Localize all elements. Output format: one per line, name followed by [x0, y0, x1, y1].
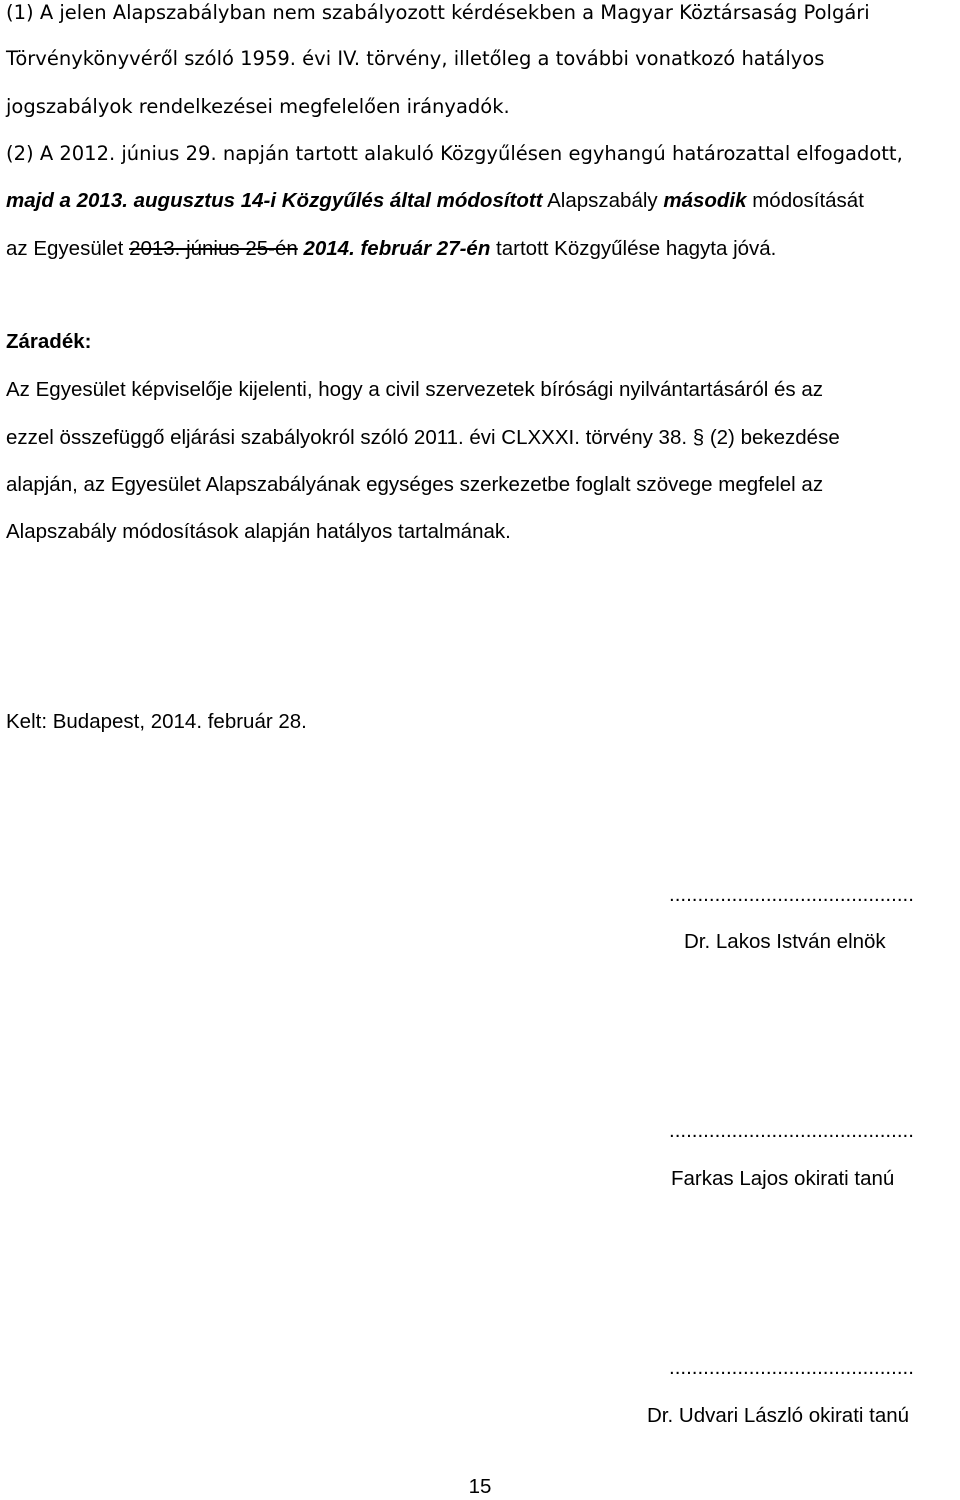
amendment-reference: majd a 2013. augusztus 14-i Közgyűlés által módosított: [6, 189, 543, 212]
signature-name-2: Farkas Lajos okirati tanú: [671, 1167, 895, 1190]
date-line: Kelt: Budapest, 2014. február 28.: [6, 710, 307, 733]
paragraph-1-line-2: Törvénykönyvéről szóló 1959. évi IV. törvény, illetőleg a további vonatkozó hatályos: [6, 47, 825, 70]
struck-date: 2013. június 25-én: [129, 237, 298, 260]
new-date: 2014. február 27-én: [303, 237, 491, 260]
text-fragment: tartott Közgyűlése hagyta jóvá.: [490, 237, 777, 260]
signature-name-3: Dr. Udvari László okirati tanú: [647, 1404, 910, 1427]
paragraph-2-line-2: [6, 188, 864, 214]
paragraph-2-line-3: [6, 236, 776, 262]
clause-line-1: Az Egyesület képviselője kijelenti, hogy a civil szervezetek bírósági nyilvántartásáról és az: [6, 378, 823, 401]
signature-dots-2: ...........................................: [669, 1119, 914, 1142]
page-number: 15: [468, 1475, 492, 1498]
signature-name-1: Dr. Lakos István elnök: [684, 930, 886, 953]
paragraph-1-line-3: jogszabályok rendelkezései megfelelően irányadók.: [6, 95, 510, 118]
clause-heading: Záradék:: [6, 330, 92, 353]
clause-line-4: Alapszabály módosítások alapján hatályos tartalmának.: [6, 520, 511, 543]
clause-line-2: ezzel összefüggő eljárási szabályokról szóló 2011. évi CLXXXI. törvény 38. § (2) bekezdése: [6, 426, 840, 449]
text-fragment: az Egyesület: [6, 237, 130, 260]
signature-dots-3: ...........................................: [669, 1356, 914, 1379]
text-fragment: módosítását: [746, 189, 864, 212]
text-fragment: Alapszabály: [542, 189, 664, 212]
emphasis-second: második: [663, 189, 747, 212]
paragraph-2-line-1: (2) A 2012. június 29. napján tartott alakuló Közgyűlésen egyhangú határozattal elfogadott,: [6, 142, 903, 165]
clause-line-3: alapján, az Egyesület Alapszabályának egységes szerkezetbe foglalt szövege megfelel az: [6, 473, 824, 496]
paragraph-1-line-1: (1) A jelen Alapszabályban nem szabályozott kérdésekben a Magyar Köztársaság Polgári: [6, 1, 870, 24]
signature-dots-1: ...........................................: [669, 883, 914, 906]
